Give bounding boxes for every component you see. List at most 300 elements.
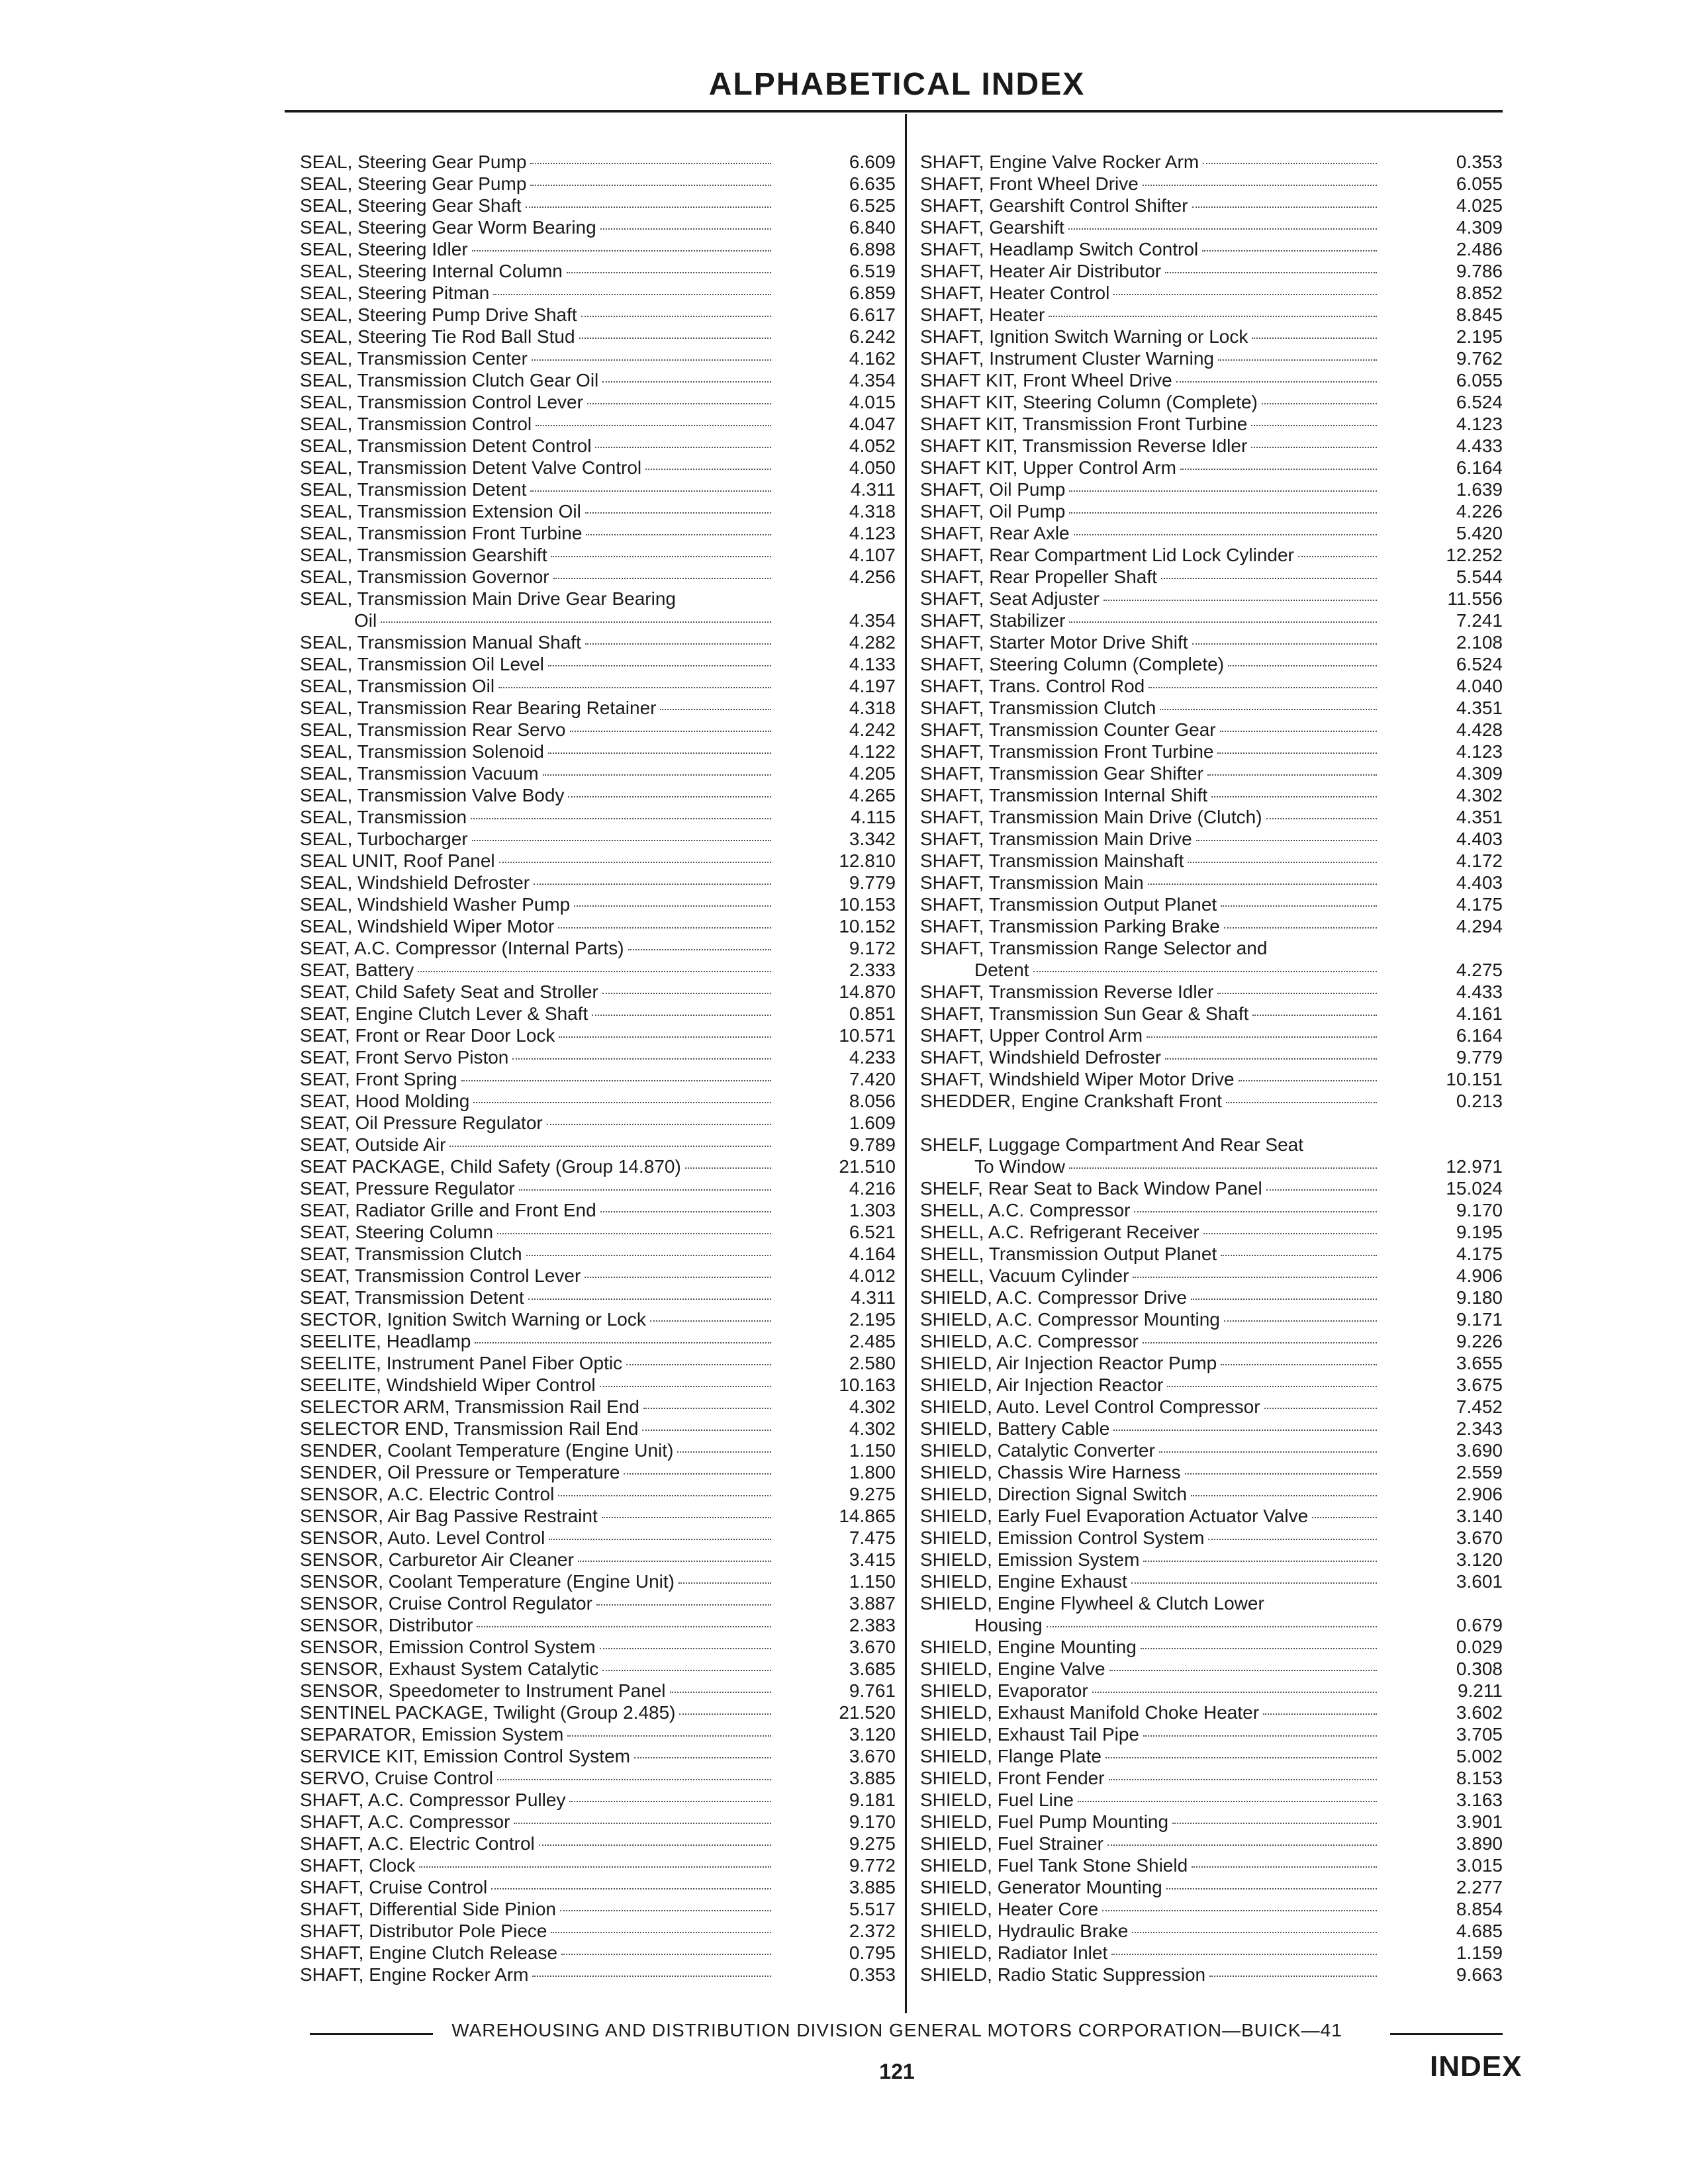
entry-name: SEAT, Pressure Regulator [300,1178,515,1199]
index-entry [920,457,1503,478]
index-entry [920,1811,1503,1833]
dot-leader [660,709,771,710]
index-entry [300,1046,896,1068]
dot-leader [1159,1451,1377,1453]
entry-name: SEAL, Steering Gear Pump [300,173,527,194]
entry-page-ref: 9.170 [849,1811,896,1832]
index-entry [920,1636,1503,1658]
dot-leader [570,731,772,732]
index-entry [920,1833,1503,1854]
index-entry [300,1964,896,1985]
dot-leader [1251,447,1377,448]
dot-leader [1217,993,1377,994]
dot-leader [418,971,771,972]
entry-page-ref: 9.275 [849,1484,896,1504]
dot-leader [581,316,771,317]
dot-leader [1131,1582,1377,1584]
index-entry [920,1287,1503,1308]
index-entry [920,1308,1503,1330]
entry-name: SHIELD, Front Fender [920,1768,1105,1788]
index-entry [300,500,896,522]
dot-leader [1143,185,1377,186]
dot-leader [559,1036,771,1038]
index-entry [920,631,1503,653]
dot-leader [1221,905,1377,907]
dot-leader [530,185,771,186]
dot-leader [1192,206,1377,208]
entry-page-ref: 3.705 [1456,1724,1503,1745]
entry-page-ref: 9.172 [849,938,896,958]
entry-name: SEAL, Transmission Detent Control [300,435,592,456]
entry-name: SENSOR, Coolant Temperature (Engine Unit) [300,1571,675,1592]
entry-name: SEAL, Transmission Main Drive Gear Bearing [300,588,676,609]
entry-name: SEAL, Transmission Extension Oil [300,501,581,522]
entry-name: SEAT, A.C. Compressor (Internal Parts) [300,938,624,958]
index-entry [920,1658,1503,1680]
dot-leader [585,1277,771,1278]
dot-leader [472,250,771,251]
dot-leader [471,818,771,819]
index-entry [300,435,896,457]
index-entry [300,762,896,784]
entry-name: Housing [974,1615,1043,1635]
entry-name: SHAFT KIT, Upper Control Arm [920,457,1176,478]
index-entry [300,1702,896,1723]
entry-page-ref: 9.779 [849,872,896,893]
entry-page-ref: 8.854 [1456,1899,1503,1919]
entry-name: SHIELD, Engine Mounting [920,1637,1137,1657]
dot-leader [1069,621,1377,623]
entry-name: SHIELD, Engine Flywheel & Clutch Lower [920,1593,1264,1614]
entry-page-ref: 14.865 [839,1506,896,1526]
dot-leader [579,338,771,339]
entry-name: SHIELD, Fuel Tank Stone Shield [920,1855,1188,1876]
dot-leader [548,752,771,754]
index-entry [920,391,1503,413]
entry-page-ref: 4.433 [1456,435,1503,456]
entry-page-ref: 0.679 [1456,1615,1503,1635]
entry-name: SHAFT, A.C. Electric Control [300,1833,535,1854]
entry-name: SEAL, Turbocharger [300,829,468,849]
entry-page-ref: 9.761 [849,1680,896,1701]
dot-leader [1113,1430,1377,1431]
entry-page-ref: 4.302 [849,1418,896,1439]
dot-leader [498,687,771,688]
index-entry [920,435,1503,457]
index-entry [300,1680,896,1702]
index-entry [300,1811,896,1833]
index-entry [920,216,1503,238]
dot-leader [679,1713,771,1715]
index-entry [300,1854,896,1876]
dot-leader [1166,1888,1377,1889]
entry-page-ref: 3.415 [849,1549,896,1570]
dot-leader [578,1561,771,1562]
dot-leader [642,1430,771,1431]
index-entry [300,1789,896,1811]
index-entry [920,893,1503,915]
entry-name: SEELITE, Windshield Wiper Control [300,1375,596,1395]
entry-name: SHAFT, Transmission Counter Gear [920,719,1216,740]
entry-page-ref: 2.277 [1456,1877,1503,1897]
dot-leader [602,1670,771,1671]
index-column-right [920,151,1503,1985]
entry-page-ref: 6.635 [849,173,896,194]
index-entry [300,653,896,675]
index-entry [300,1898,896,1920]
index-entry [920,1112,1503,1134]
entry-name: SEAT, Transmission Control Lever [300,1265,581,1286]
dot-leader [536,425,771,426]
entry-page-ref: 4.040 [1456,676,1503,696]
entry-page-ref: 4.242 [849,719,896,740]
index-entry [300,1374,896,1396]
entry-name: SHIELD, Radio Static Suppression [920,1964,1206,1985]
entry-page-ref: 4.197 [849,676,896,696]
entry-page-ref: 15.024 [1446,1178,1503,1199]
entry-page-ref: 21.520 [839,1702,896,1723]
index-entry [920,719,1503,741]
entry-page-ref: 8.056 [849,1091,896,1111]
entry-page-ref: 3.655 [1456,1353,1503,1373]
dot-leader [534,884,771,885]
dot-leader [558,927,771,929]
entry-name: SHELF, Luggage Compartment And Rear Seat [920,1134,1304,1155]
entry-name: SHAFT, Transmission Gear Shifter [920,763,1203,784]
entry-name: Detent [974,960,1029,980]
entry-page-ref: 10.151 [1446,1069,1503,1089]
entry-page-ref: 4.906 [1456,1265,1503,1286]
entry-name: SHAFT KIT, Steering Column (Complete) [920,392,1258,412]
entry-name: SHAFT, Clock [300,1855,416,1876]
entry-name: SHAFT, Engine Rocker Arm [300,1964,529,1985]
dot-leader [497,1779,771,1780]
entry-page-ref: 6.525 [849,195,896,216]
entry-name: SHIELD, Battery Cable [920,1418,1110,1439]
dot-leader [1203,163,1377,164]
entry-name: SENSOR, Distributor [300,1615,473,1635]
entry-name: SENDER, Coolant Temperature (Engine Unit) [300,1440,674,1461]
index-entry [300,1243,896,1265]
index-entry [300,1549,896,1570]
entry-name: SENSOR, Auto. Level Control [300,1527,545,1548]
index-entry [300,1265,896,1287]
entry-name: SELECTOR ARM, Transmission Rail End [300,1396,639,1417]
entry-name: SEAL, Transmission Gearshift [300,545,547,565]
entry-name: SENSOR, Carburetor Air Cleaner [300,1549,574,1570]
entry-name: SHAFT, Transmission Main Drive [920,829,1192,849]
entry-page-ref: 4.403 [1456,872,1503,893]
index-entry [300,1767,896,1789]
dot-leader [1132,1932,1377,1933]
dot-leader [1196,840,1377,841]
index-entry [920,1156,1503,1177]
index-entry [920,1527,1503,1549]
entry-page-ref: 1.150 [849,1440,896,1461]
entry-name: SEAT, Transmission Detent [300,1287,524,1308]
entry-page-ref: 4.025 [1456,195,1503,216]
entry-name: SEAL, Transmission Detent Valve Control [300,457,642,478]
index-entry [920,544,1503,566]
index-entry [300,566,896,588]
entry-name: SHAFT, Transmission Clutch [920,698,1156,718]
index-entry [920,282,1503,304]
dot-leader [1220,731,1377,732]
dot-leader [532,359,771,361]
index-entry [920,1243,1503,1265]
index-entry [920,828,1503,850]
index-entry [300,1330,896,1352]
entry-page-ref: 2.906 [1456,1484,1503,1504]
entry-name: SHAFT, Rear Propeller Shaft [920,567,1157,587]
entry-name: SHAFT, Heater [920,304,1045,325]
entry-page-ref: 3.670 [849,1746,896,1766]
dot-leader [1312,1517,1377,1518]
index-entry [920,1505,1503,1527]
entry-name: SHIELD, Engine Exhaust [920,1571,1127,1592]
entry-page-ref: 3.015 [1456,1855,1503,1876]
entry-page-ref: 9.762 [1456,348,1503,369]
index-entry [920,195,1503,216]
dot-leader [1103,600,1377,601]
dot-leader [596,1604,771,1606]
entry-name: SHAFT, Steering Column (Complete) [920,654,1225,674]
index-entry [300,1636,896,1658]
dot-leader [543,774,771,776]
index-entry [300,1003,896,1024]
entry-page-ref: 2.486 [1456,239,1503,259]
entry-page-ref: 2.333 [849,960,896,980]
dot-leader [1221,1364,1377,1365]
entry-page-ref: 1.609 [849,1113,896,1133]
dot-leader [567,272,771,273]
dot-leader [1047,1626,1377,1627]
index-entry [300,1439,896,1461]
index-entry [300,1177,896,1199]
dot-leader [600,1648,771,1649]
index-entry [300,937,896,959]
dot-leader [600,1386,771,1387]
page-title: ALPHABETICAL INDEX [708,67,1086,102]
dot-leader [1143,1561,1377,1562]
entry-page-ref: 3.670 [849,1637,896,1657]
dot-leader [679,1582,771,1584]
index-entry [920,326,1503,347]
entry-page-ref: 10.152 [839,916,896,936]
index-entry [920,566,1503,588]
entry-name: SHAFT, Engine Clutch Release [300,1942,558,1963]
index-entry [300,1614,896,1636]
index-entry [920,1352,1503,1374]
entry-page-ref: 4.302 [1456,785,1503,805]
entry-page-ref: 7.420 [849,1069,896,1089]
dot-leader [419,1866,771,1868]
index-entry [300,981,896,1003]
dot-leader [568,796,771,797]
entry-page-ref: 6.521 [849,1222,896,1242]
entry-page-ref: 2.108 [1456,632,1503,653]
entry-name: SENDER, Oil Pressure or Temperature [300,1462,620,1482]
entry-page-ref: 10.571 [839,1025,896,1046]
index-entry [920,915,1503,937]
entry-page-ref: 3.885 [849,1768,896,1788]
index-entry [300,1156,896,1177]
entry-name: SEAL, Steering Gear Worm Bearing [300,217,596,238]
dot-leader [1161,578,1377,579]
index-entry [920,1745,1503,1767]
entry-name: SHAFT, Transmission Main Drive (Clutch) [920,807,1262,827]
entry-page-ref: 5.544 [1456,567,1503,587]
entry-page-ref: 5.517 [849,1899,896,1919]
entry-page-ref: 3.887 [849,1593,896,1614]
entry-page-ref: 6.898 [849,239,896,259]
dot-leader [1074,534,1377,535]
entry-name: SHIELD, Emission Control System [920,1527,1205,1548]
entry-name: SEAL, Windshield Defroster [300,872,530,893]
index-entry [300,1658,896,1680]
index-entry [300,1396,896,1418]
entry-page-ref: 4.311 [851,1287,896,1308]
entry-name: SHAFT, Transmission Reverse Idler [920,981,1214,1002]
index-entry [920,937,1503,959]
index-entry [300,347,896,369]
dot-leader [670,1692,772,1693]
dot-leader [499,862,771,863]
entry-name: SHAFT, Stabilizer [920,610,1066,631]
index-entry [920,1789,1503,1811]
entry-page-ref: 4.123 [1456,741,1503,762]
entry-name: SHAFT, Transmission Output Planet [920,894,1217,915]
dot-leader [685,1167,771,1169]
entry-page-ref: 5.002 [1456,1746,1503,1766]
entry-page-ref: 12.252 [1446,545,1503,565]
dot-leader [1264,1408,1377,1409]
index-entry [920,260,1503,282]
entry-name: SEPARATOR, Emission System [300,1724,564,1745]
index-entry [300,1942,896,1964]
dot-leader [1224,1320,1377,1322]
index-entry [920,1461,1503,1483]
entry-page-ref: 4.256 [849,567,896,587]
entry-name: SHAFT, A.C. Compressor Pulley [300,1790,566,1810]
dot-leader [595,447,771,448]
index-entry [920,151,1503,173]
entry-name: SEAL, Transmission Clutch Gear Oil [300,370,599,390]
entry-name: SHAFT, Transmission Front Turbine [920,741,1214,762]
index-entry [920,1680,1503,1702]
index-entry [300,1090,896,1112]
index-entry [920,1221,1503,1243]
index-entry [920,369,1503,391]
dot-leader [497,1233,771,1234]
dot-leader [1218,359,1377,361]
entry-name: SEAL, Steering Idler [300,239,468,259]
entry-page-ref: 3.163 [1456,1790,1503,1810]
index-entry [920,1767,1503,1789]
dot-leader [645,469,771,470]
entry-page-ref: 1.303 [849,1200,896,1220]
entry-name: SHAFT, Upper Control Arm [920,1025,1143,1046]
entry-page-ref: 2.383 [849,1615,896,1635]
dot-leader [532,1976,771,1977]
dot-leader [1141,1648,1377,1649]
entry-page-ref: 3.901 [1456,1811,1503,1832]
dot-leader [1207,774,1377,776]
dot-leader [1133,1277,1377,1278]
entry-name: SHAFT, Transmission Sun Gear & Shaft [920,1003,1249,1024]
entry-name: SHAFT, Rear Axle [920,523,1070,543]
entry-name: SHIELD, Engine Valve [920,1659,1105,1679]
entry-page-ref: 4.175 [1456,1244,1503,1264]
index-entry [300,893,896,915]
dot-leader [1262,403,1377,404]
entry-page-ref: 4.161 [1456,1003,1503,1024]
entry-page-ref: 9.772 [849,1855,896,1876]
entry-page-ref: 6.519 [849,261,896,281]
dot-leader [553,578,771,579]
entry-page-ref: 6.055 [1456,370,1503,390]
entry-name: SHAFT KIT, Front Wheel Drive [920,370,1172,390]
dot-leader [1167,1386,1377,1387]
entry-page-ref: 10.153 [839,894,896,915]
index-entry [920,1942,1503,1964]
entry-name: SENSOR, Exhaust System Catalytic [300,1659,599,1679]
entry-name: SEAT, Engine Clutch Lever & Shaft [300,1003,588,1024]
entry-page-ref: 2.485 [849,1331,896,1351]
entry-page-ref: 9.786 [1456,261,1503,281]
index-entry [920,1876,1503,1898]
entry-page-ref: 4.282 [849,632,896,653]
index-entry [300,1592,896,1614]
entry-page-ref: 4.302 [849,1396,896,1417]
entry-name: SHIELD, Auto. Level Control Compressor [920,1396,1260,1417]
entry-name: SHAFT, Engine Valve Rocker Arm [920,152,1199,172]
dot-leader [585,643,771,645]
entry-name: SHIELD, A.C. Compressor Mounting [920,1309,1220,1330]
index-entry [300,151,896,173]
index-entry [920,1374,1503,1396]
dot-leader [1172,1823,1377,1824]
entry-name: SHIELD, A.C. Compressor Drive [920,1287,1187,1308]
entry-name: SHAFT, Differential Side Pinion [300,1899,556,1919]
entry-name: SHELL, A.C. Refrigerant Receiver [920,1222,1199,1242]
entry-name: SEELITE, Instrument Panel Fiber Optic [300,1353,623,1373]
entry-page-ref: 4.265 [849,785,896,805]
index-entry [920,1723,1503,1745]
entry-name: SHELL, Transmission Output Planet [920,1244,1217,1264]
entry-page-ref: 6.524 [1456,654,1503,674]
entry-name: SEAL, Steering Tie Rod Ball Stud [300,326,575,347]
entry-name: SEAL, Steering Gear Pump [300,152,527,172]
dot-leader [1224,927,1377,929]
dot-leader [585,512,771,514]
entry-name: SHAFT KIT, Transmission Front Turbine [920,414,1248,434]
dot-leader [1078,1801,1377,1802]
dot-leader [1192,1866,1377,1868]
dot-leader [1211,796,1377,797]
index-entry [920,173,1503,195]
index-entry [300,850,896,872]
index-entry [920,1046,1503,1068]
index-entry [300,631,896,653]
entry-page-ref: 3.890 [1456,1833,1503,1854]
entry-name: SEAT, Steering Column [300,1222,494,1242]
entry-name: SHIELD, Hydraulic Brake [920,1921,1129,1941]
index-entry [300,959,896,981]
entry-page-ref: 14.870 [839,981,896,1002]
dot-leader [574,905,771,907]
dot-leader [1176,381,1377,383]
